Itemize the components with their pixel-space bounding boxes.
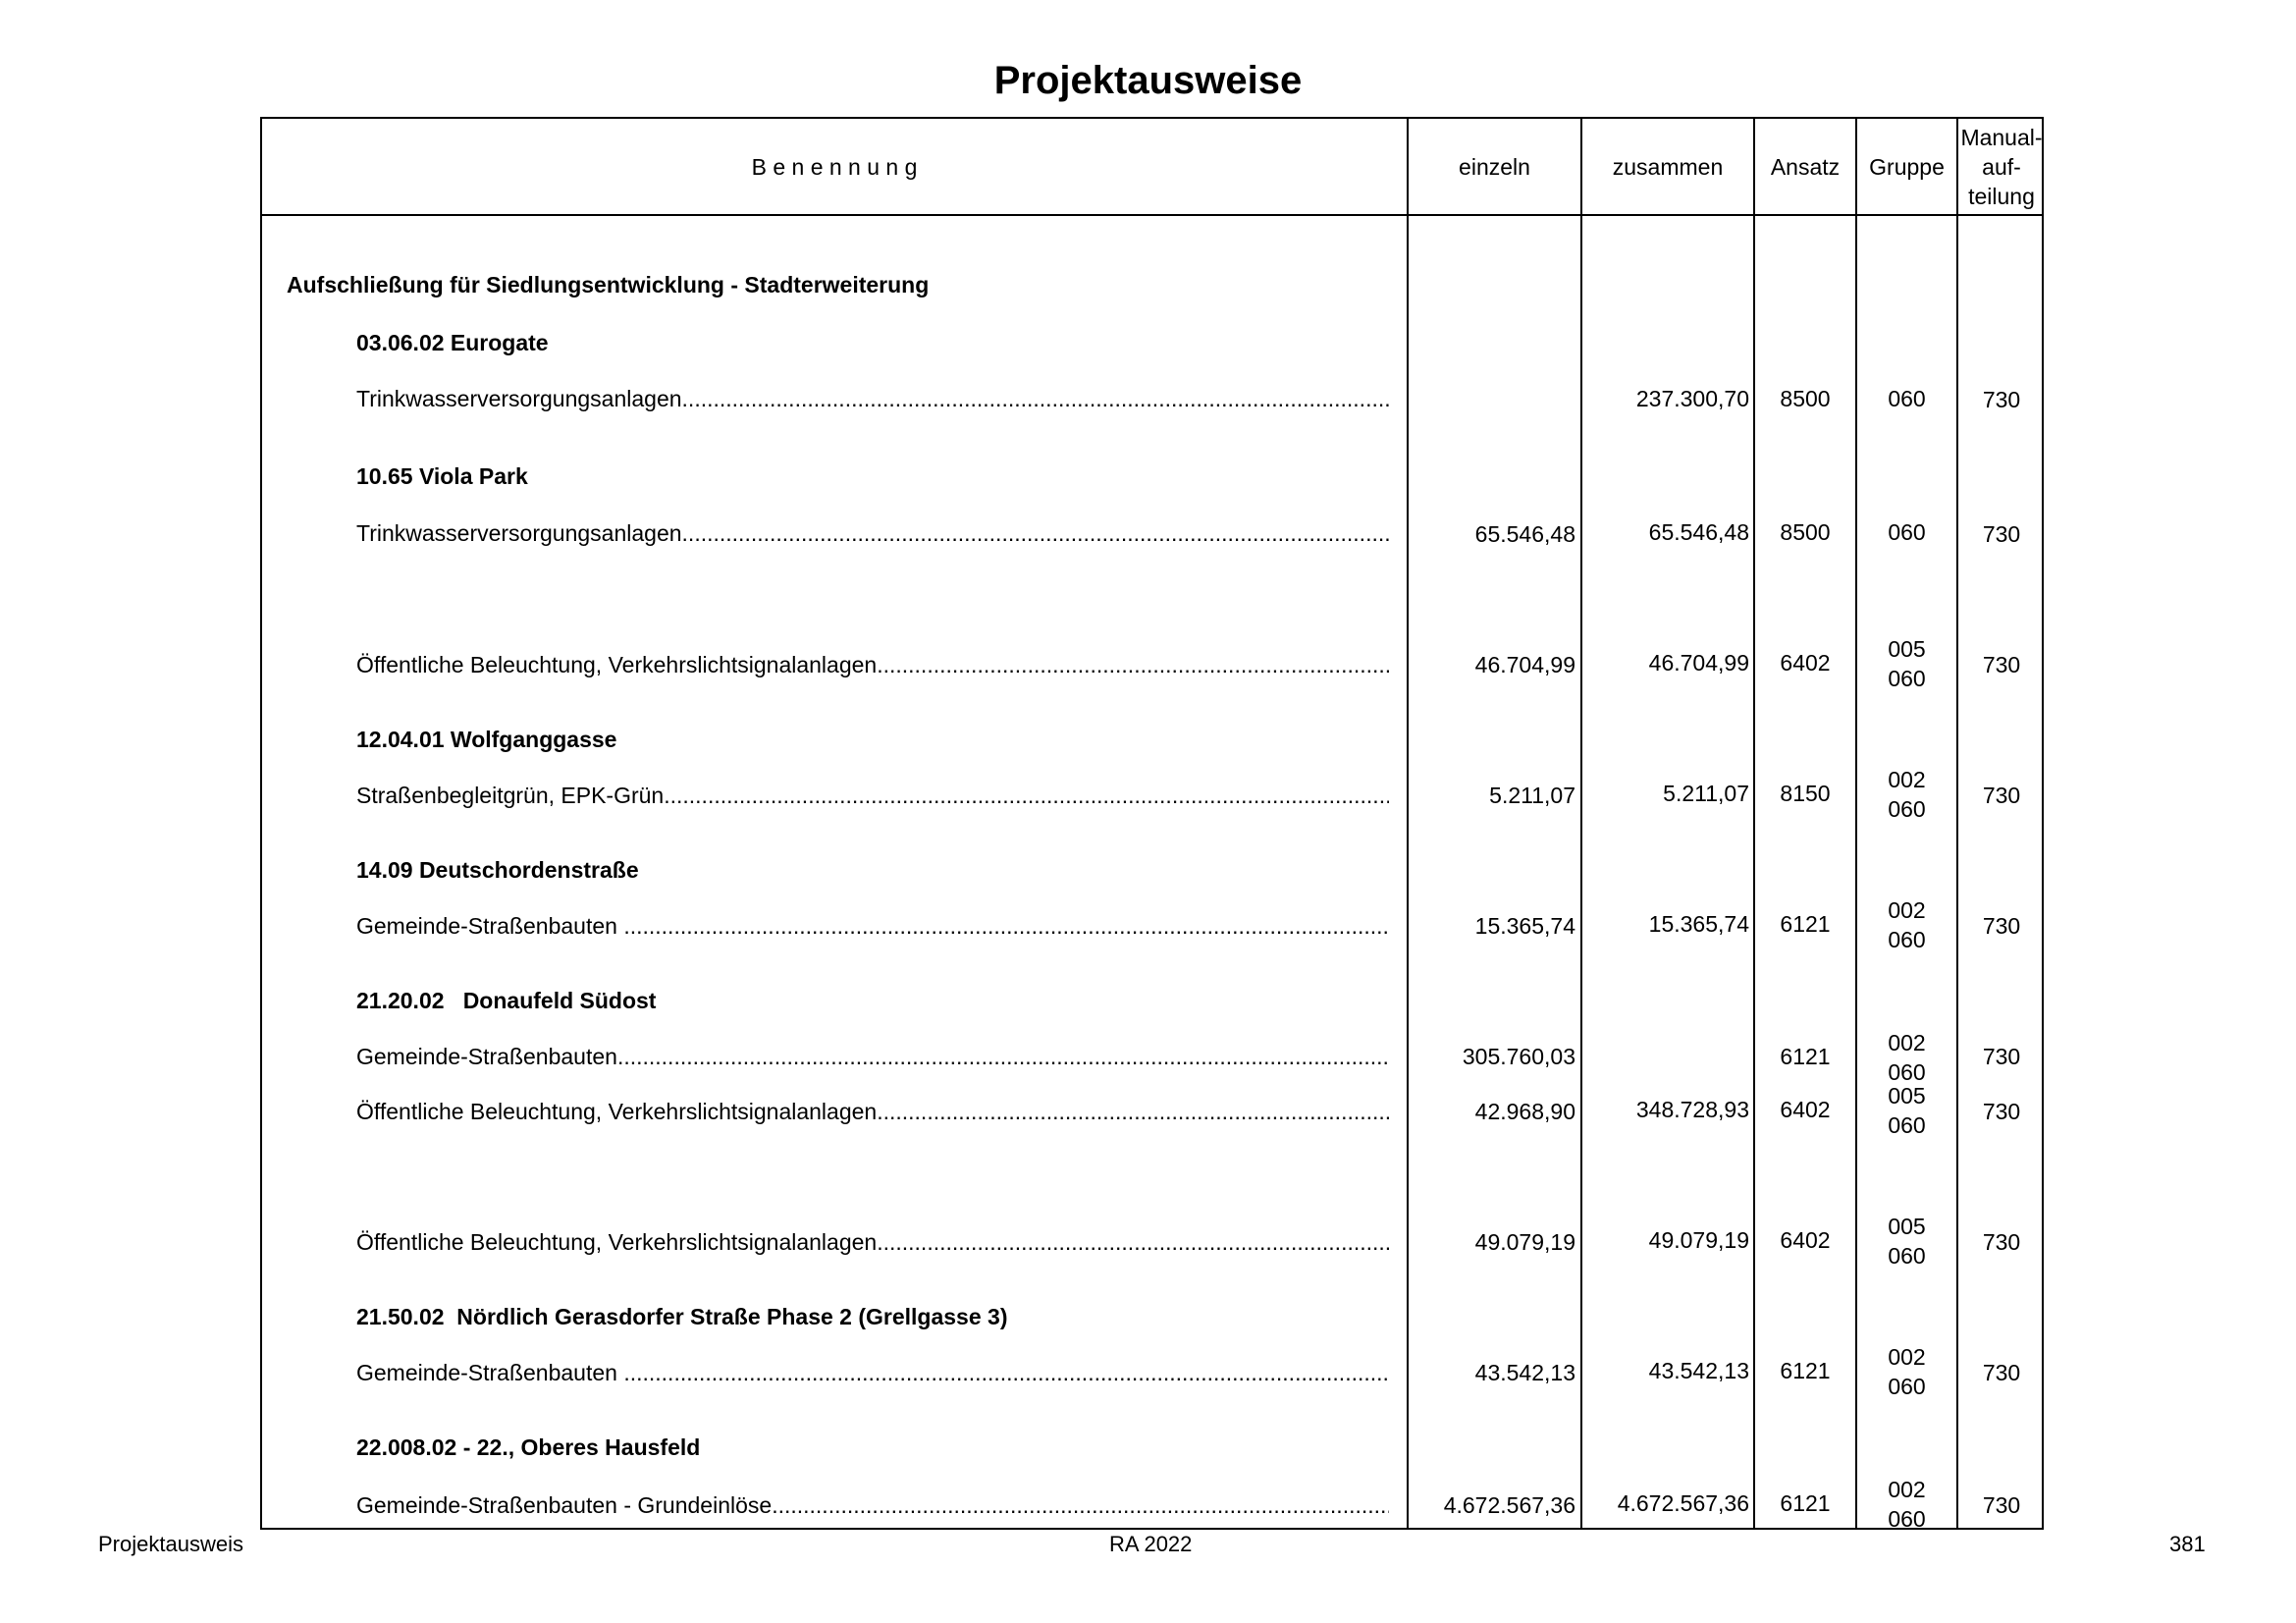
header-manual-line3: teilung xyxy=(1968,183,2035,209)
section-title: Aufschließung für Siedlungsentwicklung - Stadterweiterung xyxy=(287,272,930,298)
row-manual: 730 xyxy=(1982,783,2021,808)
row-gruppe: 005 xyxy=(1888,1083,1926,1109)
row-description: Trinkwasserversorgungsanlagen ..... xyxy=(356,518,1389,548)
row-description: Gemeinde-Straßenbauten ..... xyxy=(356,1358,1389,1387)
row-gruppe: 002 xyxy=(1888,1344,1926,1370)
footer-left: Projektausweis xyxy=(98,1532,243,1556)
row-gruppe: 060 xyxy=(1888,796,1926,822)
column-divider xyxy=(1407,119,1409,1528)
header-zusammen: zusammen xyxy=(1612,153,1724,180)
row-ansatz: 8150 xyxy=(1780,781,1831,806)
row-ansatz: 8500 xyxy=(1780,386,1831,411)
column-divider xyxy=(1580,119,1582,1528)
row-manual: 730 xyxy=(1982,521,2021,547)
row-manual: 730 xyxy=(1982,913,2021,939)
row-gruppe: 060 xyxy=(1888,1374,1926,1399)
row-einzeln: 15.365,74 xyxy=(1474,913,1575,939)
row-ansatz: 8500 xyxy=(1780,519,1831,545)
row-zusammen: 49.079,19 xyxy=(1648,1227,1749,1253)
row-gruppe: 005 xyxy=(1888,1214,1926,1239)
row-ansatz: 6402 xyxy=(1780,650,1831,676)
project-heading: 12.04.01 Wolfganggasse xyxy=(356,727,617,752)
row-description: Gemeinde-Straßenbauten ..... xyxy=(356,1042,1389,1071)
header-manual-line1: Manual- xyxy=(1960,124,2043,150)
row-zusammen: 348.728,93 xyxy=(1635,1097,1749,1122)
row-zusammen: 4.672.567,36 xyxy=(1617,1490,1749,1516)
row-zusammen: 43.542,13 xyxy=(1648,1358,1749,1383)
row-zusammen: 5.211,07 xyxy=(1663,781,1749,806)
row-ansatz: 6402 xyxy=(1780,1227,1831,1253)
row-ansatz: 6121 xyxy=(1780,911,1831,937)
row-gruppe: 005 xyxy=(1888,636,1926,662)
row-description: Gemeinde-Straßenbauten - Grundeinlöse ..... xyxy=(356,1490,1389,1520)
row-description: Öffentliche Beleuchtung, Verkehrslichtsignalanlagen ..... xyxy=(356,1227,1389,1257)
row-ansatz: 6121 xyxy=(1780,1358,1831,1383)
row-gruppe: 060 xyxy=(1888,1243,1926,1269)
project-heading: 03.06.02 Eurogate xyxy=(356,330,549,355)
row-manual: 730 xyxy=(1982,652,2021,677)
row-zusammen: 46.704,99 xyxy=(1648,650,1749,676)
row-gruppe: 002 xyxy=(1888,767,1926,792)
row-gruppe: 002 xyxy=(1888,1477,1926,1502)
header-divider xyxy=(262,214,2042,216)
row-ansatz: 6402 xyxy=(1780,1097,1831,1122)
header-benennung: B e n e n n u n g xyxy=(751,153,918,180)
row-einzeln: 305.760,03 xyxy=(1462,1044,1575,1069)
row-einzeln: 5.211,07 xyxy=(1489,783,1575,808)
row-einzeln: 4.672.567,36 xyxy=(1443,1492,1575,1518)
row-description: Trinkwasserversorgungsanlagen ..... xyxy=(356,384,1389,413)
row-gruppe: 060 xyxy=(1888,927,1926,952)
page-title: Projektausweise xyxy=(993,59,1303,102)
row-einzeln: 49.079,19 xyxy=(1474,1229,1575,1255)
row-zusammen: 15.365,74 xyxy=(1648,911,1749,937)
project-table xyxy=(260,117,2044,1530)
project-heading: 10.65 Viola Park xyxy=(356,463,528,489)
row-gruppe: 060 xyxy=(1888,386,1926,411)
row-einzeln: 65.546,48 xyxy=(1474,521,1575,547)
column-divider xyxy=(1956,119,1958,1528)
row-manual: 730 xyxy=(1982,1099,2021,1124)
page-number: 381 xyxy=(2169,1532,2206,1556)
row-gruppe: 060 xyxy=(1888,1506,1926,1532)
row-zusammen: 237.300,70 xyxy=(1635,386,1749,411)
row-manual: 730 xyxy=(1982,1492,2021,1518)
row-manual: 730 xyxy=(1982,1360,2021,1385)
row-description: Öffentliche Beleuchtung, Verkehrslichtsignalanlagen ..... xyxy=(356,650,1389,679)
project-heading: 22.008.02 - 22., Oberes Hausfeld xyxy=(356,1434,701,1460)
header-ansatz: Ansatz xyxy=(1770,153,1841,180)
project-heading: 21.20.02 Donaufeld Südost xyxy=(356,988,657,1013)
row-manual: 730 xyxy=(1982,387,2021,412)
row-manual: 730 xyxy=(1982,1044,2021,1069)
footer-center: RA 2022 xyxy=(1109,1532,1193,1556)
row-einzeln: 42.968,90 xyxy=(1474,1099,1575,1124)
row-description: Straßenbegleitgrün, EPK-Grün ..... xyxy=(356,781,1389,810)
row-zusammen: 65.546,48 xyxy=(1648,519,1749,545)
row-einzeln: 46.704,99 xyxy=(1474,652,1575,677)
row-ansatz: 6121 xyxy=(1780,1044,1831,1069)
project-heading: 14.09 Deutschordenstraße xyxy=(356,857,639,883)
row-gruppe: 002 xyxy=(1888,897,1926,923)
row-gruppe: 002 xyxy=(1888,1030,1926,1055)
column-divider xyxy=(1753,119,1755,1528)
row-manual: 730 xyxy=(1982,1229,2021,1255)
row-gruppe: 060 xyxy=(1888,1112,1926,1138)
row-description: Öffentliche Beleuchtung, Verkehrslichtsignalanlagen ..... xyxy=(356,1097,1389,1126)
header-manual-line2: auf- xyxy=(1982,153,2021,180)
row-gruppe: 060 xyxy=(1888,666,1926,691)
row-ansatz: 6121 xyxy=(1780,1490,1831,1516)
header-einzeln: einzeln xyxy=(1459,153,1530,180)
row-einzeln: 43.542,13 xyxy=(1474,1360,1575,1385)
row-description: Gemeinde-Straßenbauten ..... xyxy=(356,911,1389,941)
header-manualaufteilung xyxy=(1958,119,2045,214)
row-gruppe: 060 xyxy=(1888,519,1926,545)
project-heading: 21.50.02 Nördlich Gerasdorfer Straße Phase 2 (Grellgasse 3) xyxy=(356,1304,1008,1329)
header-gruppe: Gruppe xyxy=(1869,153,1945,180)
row-gruppe: 060 xyxy=(1888,1059,1926,1085)
